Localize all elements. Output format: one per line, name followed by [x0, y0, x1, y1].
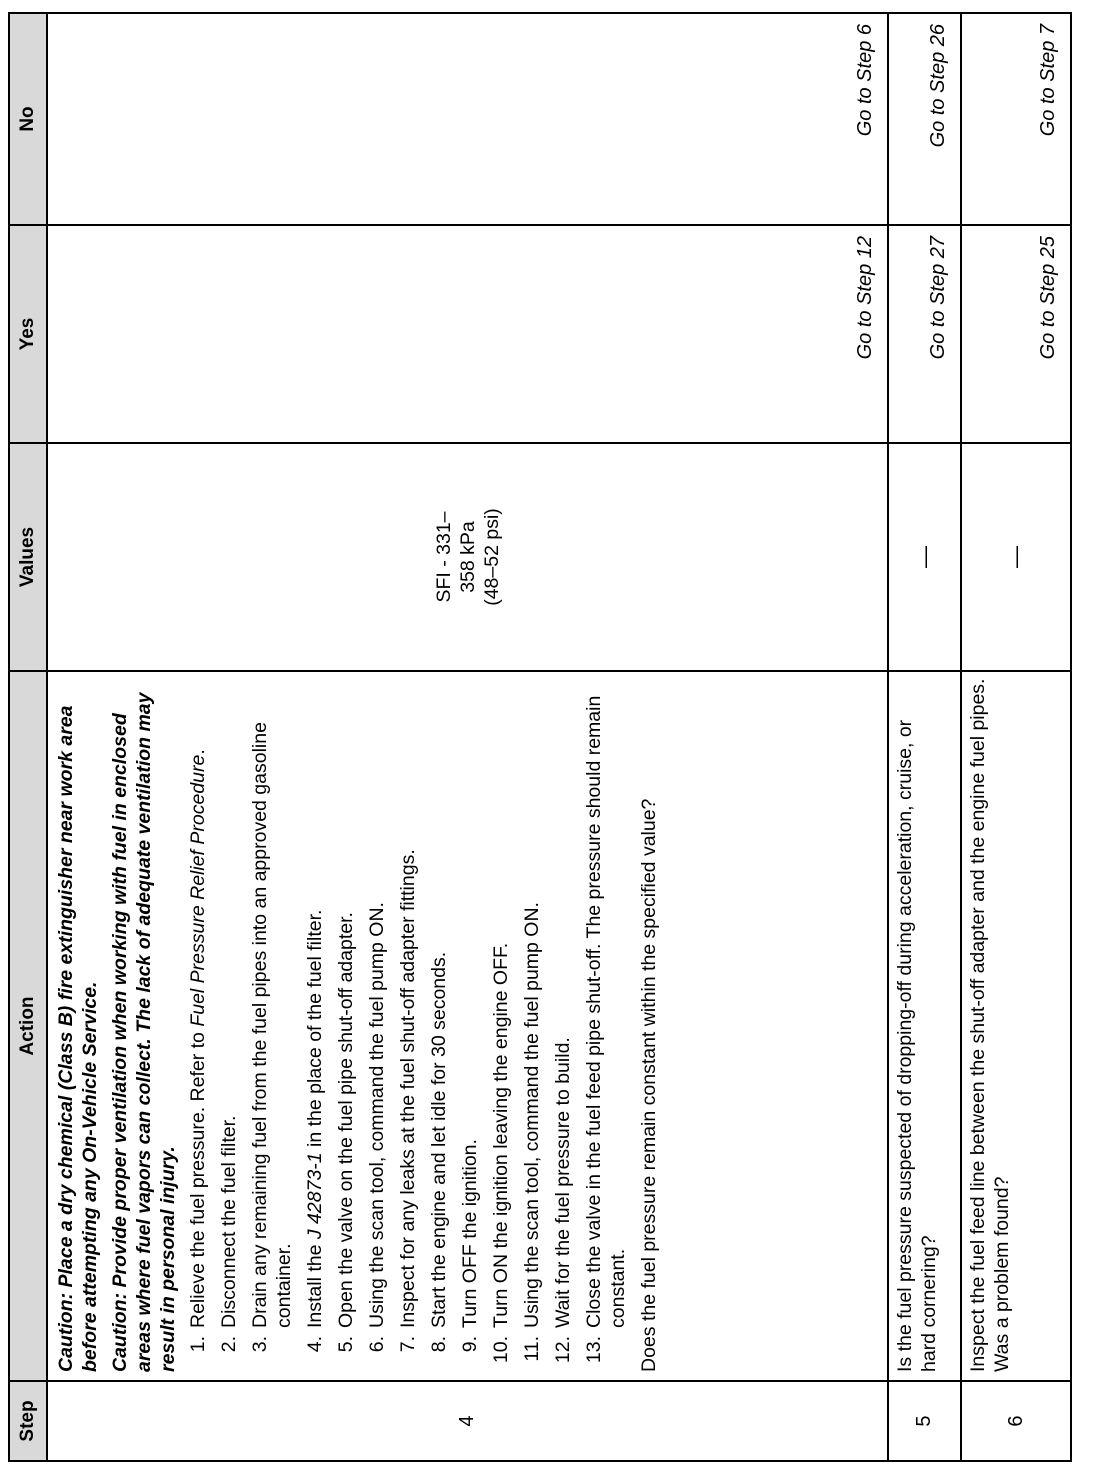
step-number: 4	[47, 1381, 888, 1461]
values-cell	[47, 443, 888, 671]
value-line: SFI - 331–	[432, 511, 455, 603]
no-cell: Go to Step 7	[961, 13, 1071, 225]
header-action: Action	[9, 671, 47, 1381]
list-item: 3. Drain any remaining fuel from the fuel pipes into an approved gasoline container.	[249, 722, 295, 1353]
yes-cell: Go to Step 12	[47, 225, 888, 443]
header-row	[9, 13, 47, 1461]
list-item: 5. Open the valve on the fuel pipe shut-off adapter.	[335, 912, 357, 1353]
list-item: 11. Using the scan tool, command the fuel pump ON.	[521, 902, 543, 1362]
value-line: 358 kPa	[456, 521, 479, 593]
tool-reference: J 42873-1	[304, 1152, 326, 1240]
list-item: 12. Wait for the fuel pressure to build.	[552, 1037, 574, 1364]
table-row-step-6	[961, 13, 1071, 1461]
no-cell: Go to Step 26	[888, 13, 961, 225]
list-item: 4. Install the J 42873-1 in the place of the fuel filter.	[304, 909, 326, 1353]
values-cell: —	[888, 443, 961, 671]
diagnostic-table	[8, 12, 1072, 1462]
no-cell: Go to Step 6	[47, 13, 888, 225]
step-number: 5	[888, 1381, 961, 1461]
header-step: Step	[9, 1381, 47, 1461]
yes-cell: Go to Step 27	[888, 225, 961, 443]
list-item: 13. Close the valve in the fuel feed pipe shut-off. The pressure should remain constant.	[583, 695, 629, 1364]
yes-cell: Go to Step 25	[961, 225, 1071, 443]
value-line: (48–52 psi)	[480, 508, 503, 606]
question-text: Does the fuel pressure remain constant within the specified value?	[638, 798, 660, 1372]
list-item: 1. Relieve the fuel pressure. Refer to Fuel Pressure Relief Procedure.	[187, 749, 209, 1353]
action-cell	[47, 671, 888, 1381]
caution-text: Caution: Provide proper ventilation when working with fuel in enclosed areas where fuel vapors can collect. The lack of adequate ventilation may result in personal injury.	[109, 692, 179, 1372]
header-values: Values	[9, 443, 47, 671]
action-cell	[961, 671, 1071, 1381]
list-item: 8. Start the engine and let idle for 30 seconds.	[428, 951, 450, 1353]
header-no: No	[9, 13, 47, 225]
table-row-step-5	[888, 13, 961, 1461]
reference-link: Fuel Pressure Relief Procedure	[187, 754, 209, 1027]
list-item: 2. Disconnect the fuel filter.	[218, 1115, 240, 1353]
step-number: 6	[961, 1381, 1071, 1461]
list-item: 7. Inspect for any leaks at the fuel shut-off adapter fittings.	[397, 849, 419, 1353]
list-item: 10. Turn ON the ignition leaving the engine OFF.	[490, 942, 512, 1364]
question-text: Was a problem found?	[991, 1176, 1014, 1372]
question-text: Is the fuel pressure suspected of dropping-off during acceleration, cruise, or hard cornering?	[888, 671, 961, 1381]
caution-text: Caution: Place a dry chemical (Class B) fire extinguisher near work area before attempting any On-Vehicle Service.	[55, 705, 101, 1372]
table-row-step-4	[47, 13, 888, 1461]
list-item: 6. Using the scan tool, command the fuel pump ON.	[366, 902, 388, 1353]
values-cell: —	[961, 443, 1071, 671]
procedure-list	[186, 678, 630, 1372]
list-item: 9. Turn OFF the ignition.	[459, 1139, 481, 1353]
header-yes: Yes	[9, 225, 47, 443]
action-text: Inspect the fuel feed line between the shut-off adapter and the engine fuel pipes.	[967, 678, 990, 1372]
